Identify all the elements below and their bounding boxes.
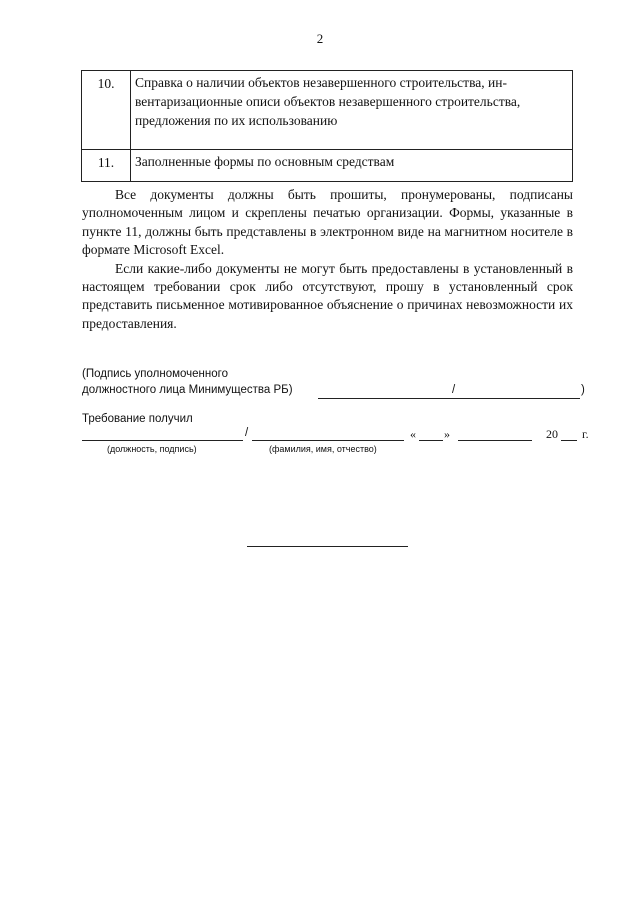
row-description-line: Заполненные формы по основным средствам xyxy=(135,154,395,169)
row-description xyxy=(131,150,573,182)
signature-line[interactable] xyxy=(318,398,580,399)
table-row xyxy=(82,150,573,182)
received-label: Требование получил xyxy=(82,413,193,425)
received-slash: / xyxy=(245,427,249,439)
year-line[interactable] xyxy=(561,440,577,441)
row-description xyxy=(131,71,573,150)
signature-label-line1: (Подпись уполномоченного xyxy=(82,368,228,380)
page-number: 2 xyxy=(316,31,324,46)
signature-label xyxy=(82,366,293,398)
row-description-line: предложения по их использованию xyxy=(135,113,338,128)
document-end-line xyxy=(247,546,408,547)
body-text xyxy=(82,186,573,333)
caption-full-name: (фамилия, имя, отчество) xyxy=(269,444,377,454)
position-signature-line[interactable] xyxy=(82,440,243,441)
year-prefix: 20 xyxy=(546,427,558,441)
row-number: 10. xyxy=(82,71,131,150)
row-description-line: Справка о наличии объектов незавершенного строительства, ин- xyxy=(135,75,507,90)
documents-table xyxy=(81,70,573,182)
row-description-line: вентаризационные описи объектов незавершенного строительства, xyxy=(135,94,521,109)
day-line[interactable] xyxy=(419,440,443,441)
signature-close-paren: ) xyxy=(581,384,585,396)
paragraph-missing-documents: Если какие-либо документы не могут быть предоставлены в установленный в настоящем требовании срок либо отсутствуют, прошу в установленный срок представить письменное мотивированное объяснение о причинах невозможности их предоставления. xyxy=(82,260,573,331)
month-line[interactable] xyxy=(458,440,532,441)
year-suffix: г. xyxy=(582,427,589,441)
close-quote: » xyxy=(444,427,450,441)
full-name-line[interactable] xyxy=(252,440,404,441)
signature-slash: / xyxy=(452,384,456,396)
caption-position-signature: (должность, подпись) xyxy=(107,444,197,454)
row-number: 11. xyxy=(82,150,131,182)
paragraph-documents: Все документы должны быть прошиты, пронумерованы, подписаны уполномоченным лицом и скреплены печатью организации. Формы, указанные в пункте 11, должны быть представлены в электронном виде на магнитном носителе в формате Microsoft Excel. xyxy=(82,187,573,258)
table-row xyxy=(82,71,573,150)
open-quote: « xyxy=(410,427,416,441)
signature-label-line2: должностного лица Минимущества РБ) xyxy=(82,384,293,396)
